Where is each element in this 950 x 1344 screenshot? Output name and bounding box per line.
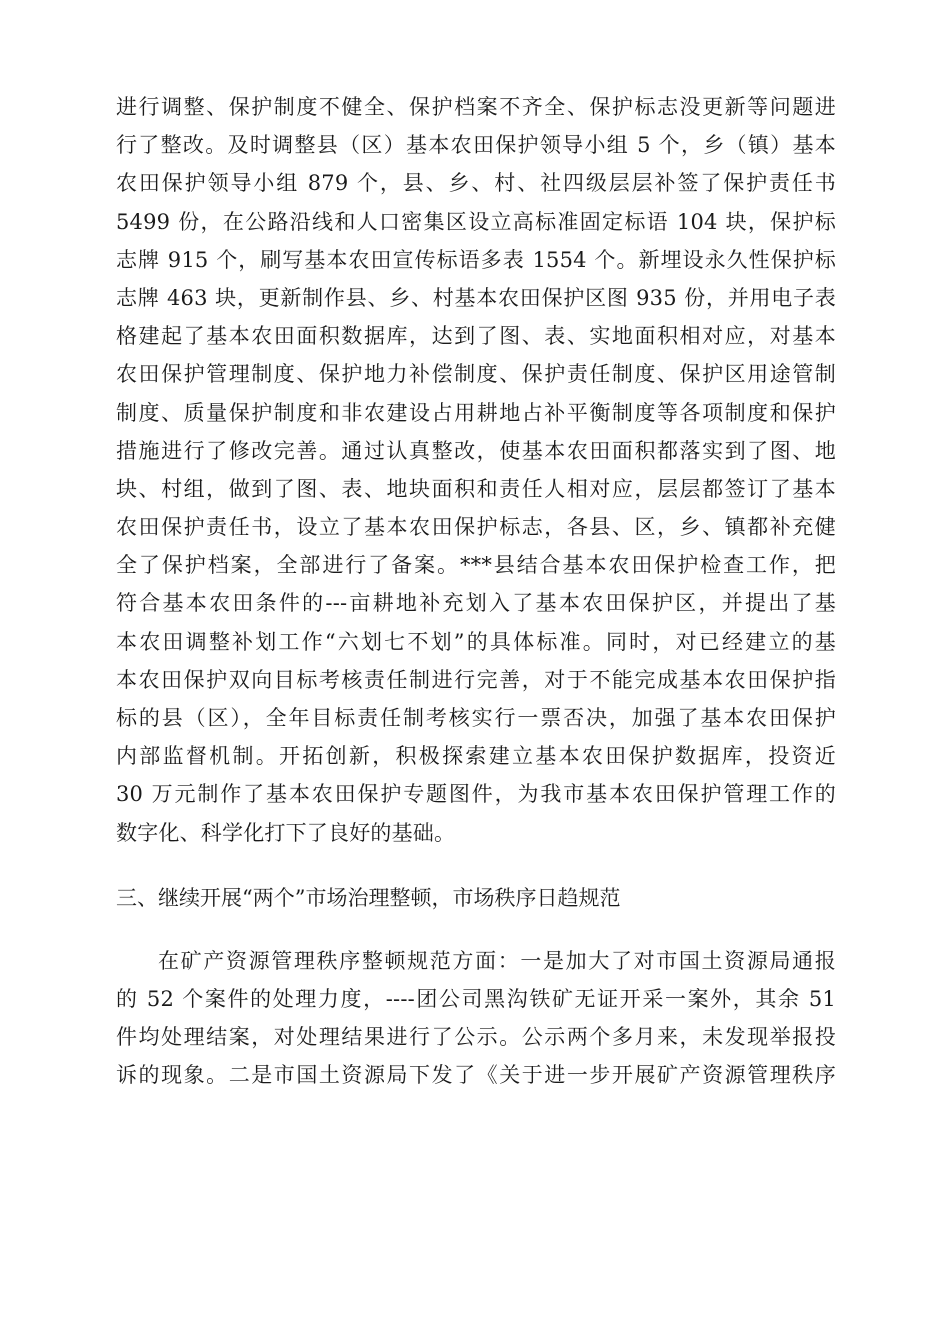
paragraph-2-line: 件均处理结案，对处理结果进行了公示。公示两个多月来，未发现举报投 (116, 1025, 836, 1050)
paragraph-1-line: 进行调整、保护制度不健全、保护档案不齐全、保护标志没更新等问题进 (116, 95, 836, 119)
paragraph-1-line: 志牌 915 个，刷写基本农田宣传标语多表 1554 个。新埋设永久性保护标 (116, 247, 836, 272)
paragraph-1-line: 全了保护档案，全部进行了备案。***县结合基本农田保护检查工作，把 (116, 553, 836, 578)
paragraph-2-line: 的 52 个案件的处理力度，----团公司黑沟铁矿无证开采一案外，其余 51 (116, 986, 836, 1011)
paragraph-1-line: 农田保护管理制度、保护地力补偿制度、保护责任制度、保护区用途管制 (116, 362, 836, 387)
paragraph-2-line: 在矿产资源管理秩序整顿规范方面：一是加大了对市国土资源局通报 (158, 948, 836, 973)
paragraph-1-line: 格建起了基本农田面积数据库，达到了图、表、实地面积相对应，对基本 (116, 324, 836, 349)
document-page (116, 88, 836, 1095)
paragraph-1-line: 内部监督机制。开拓创新，积极探索建立基本农田保护数据库，投资近 (116, 744, 836, 769)
paragraph-1-line: 5499 份，在公路沿线和人口密集区设立高标准固定标语 104 块，保护标 (116, 209, 836, 234)
paragraph-1-line: 符合基本农田条件的---亩耕地补充划入了基本农田保护区，并提出了基 (116, 591, 836, 616)
section-heading: 三、继续开展“两个”市场治理整顿，市场秩序日趋规范 (116, 885, 621, 910)
paragraph-1-line: 志牌 463 块，更新制作县、乡、村基本农田保护区图 935 份，并用电子表 (116, 285, 836, 310)
paragraph-1-line: 行了整改。及时调整县（区）基本农田保护领导小组 5 个，乡（镇）基本 (116, 133, 836, 158)
paragraph-1-line: 农田保护责任书，设立了基本农田保护标志，各县、区，乡、镇都补充健 (116, 515, 836, 540)
paragraph-1-line: 标的县（区），全年目标责任制考核实行一票否决，加强了基本农田保护 (116, 706, 836, 730)
paragraph-1-line: 本农田保护双向目标考核责任制进行完善，对于不能完成基本农田保护指 (116, 667, 836, 692)
paragraph-1-line: 本农田调整补划工作“六划七不划”的具体标准。同时，对已经建立的基 (116, 629, 836, 654)
paragraph-1-line: 30 万元制作了基本农田保护专题图件，为我市基本农田保护管理工作的 (116, 782, 836, 807)
paragraph-2 (116, 942, 836, 1095)
paragraph-1-line: 措施进行了修改完善。通过认真整改，使基本农田面积都落实到了图、地 (116, 438, 836, 463)
paragraph-1-line: 块、村组，做到了图、表、地块面积和责任人相对应，层层都签订了基本 (116, 476, 836, 501)
paragraph-1-line: 数字化、科学化打下了良好的基础。 (116, 820, 456, 845)
paragraph-1 (116, 88, 836, 852)
paragraph-1-line: 制度、质量保护制度和非农建设占用耕地占补平衡制度等各项制度和保护 (116, 400, 836, 425)
paragraph-2-line: 诉的现象。二是市国土资源局下发了《关于进一步开展矿产资源管理秩序 (116, 1063, 836, 1088)
paragraph-1-line: 农田保护领导小组 879 个，县、乡、村、社四级层层补签了保护责任书 (116, 171, 836, 196)
